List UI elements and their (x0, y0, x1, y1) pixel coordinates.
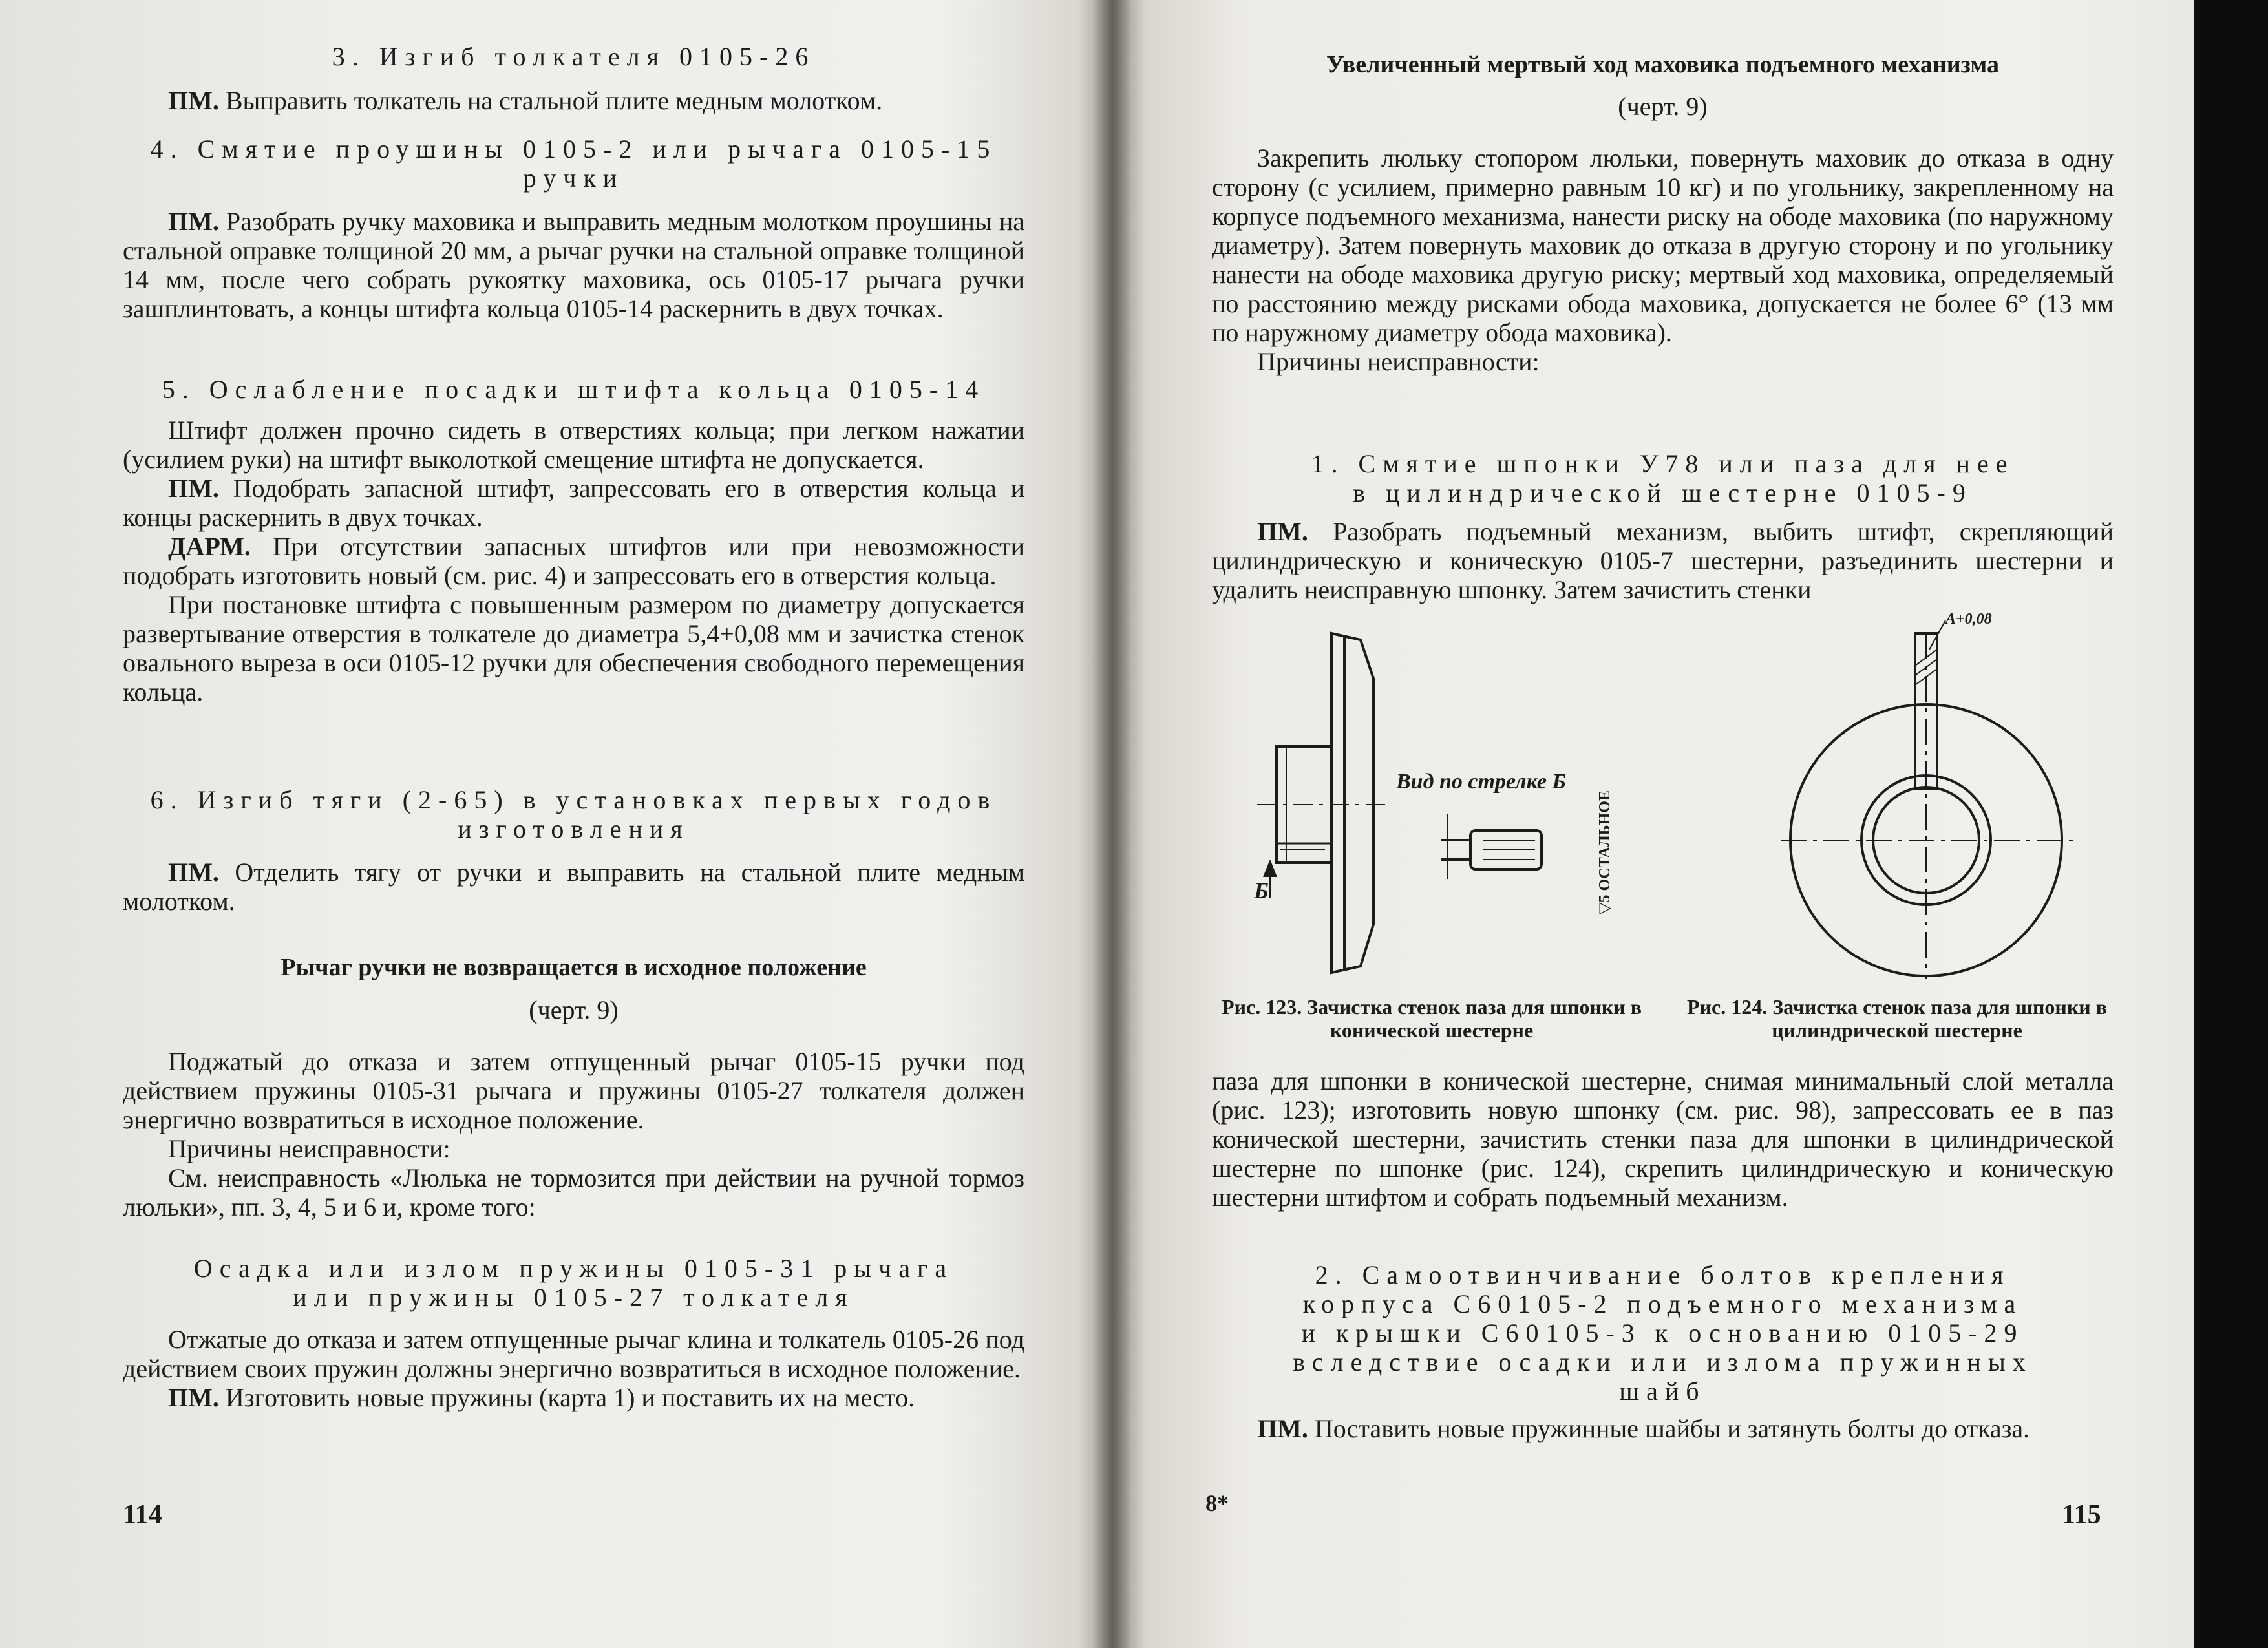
heading-5: 5. Ослабление посадки штифта кольца 0105-14 (162, 375, 986, 404)
pm-label: ПМ. (1257, 1414, 1308, 1443)
arrow-label: Б (1254, 878, 1269, 903)
paragraph-pm2 (123, 207, 1024, 323)
heading-osadka-line1: Осадка или излом пружины 0105-31 рычага (193, 1254, 954, 1283)
paragraph-otzhatye: Отжатые до отказа и затем отпущенные рычаг клина и толкатель 0105-26 под действием своих пружин должны энергично возвратиться в исходное положение. (123, 1325, 1024, 1383)
paragraph-pm5-text: Изготовить новые пружины (карта 1) и поставить их на место. (225, 1383, 915, 1412)
paragraph-zakrepit: Закрепить люльку стопором люльки, повернуть маховик до отказа в одну сторону (с усилием, примерно равным 10 кг) и по угольнику, закрепленному на корпусе подъемного механизма, нанести риску на ободе маховика (по наружному диаметру). Затем повернуть маховик до отказа в другую сторону и по угольнику нанести на ободе маховика другую риску; мертвый ход маховика, определяемый по расстоянию между рисками обода маховика, допускается не более 6° (13 мм по наружному диаметру обода маховика). (1212, 143, 2114, 347)
caption-figure-124: Рис. 124. Зачистка стенок паза для шпонки в цилиндрической шестерне (1687, 995, 2107, 1042)
view-label: Вид по стрелке Б (1396, 770, 1567, 794)
paragraph-pm4-text: Отделить тягу от ручки и выправить на стальной плите медным молотком. (123, 858, 1025, 916)
paragraph-pm1-text: Выправить толкатель на стальной плите медным молотком. (225, 86, 883, 115)
paragraph-pm4 (123, 858, 1024, 916)
section-ref: (черт. 9) (529, 995, 619, 1024)
paragraph-pm1 (123, 86, 1024, 115)
figure-124-spur-gear (1781, 611, 2084, 982)
book-spine-shadow (1092, 0, 1131, 1648)
pm-label: ПМ. (168, 86, 219, 115)
paragraph-pm1 (1212, 517, 2114, 604)
heading-1-line2: в цилиндрической шестерне 0105-9 (1353, 478, 1973, 507)
signature-mark: 8* (1205, 1490, 1229, 1516)
heading-2-line3: и крышки С60105-3 к основанию 0105-29 (1301, 1318, 2024, 1347)
darm-label: ДАРМ. (168, 532, 251, 561)
heading-2-line1: 2. Самоотвинчивание болтов крепления (1315, 1260, 2011, 1289)
paragraph-pm2-text: Поставить новые пружинные шайбы и затянуть болты до отказа. (1314, 1414, 2030, 1443)
gear-body (1331, 633, 1373, 973)
heading-4-line1: 4. Смятие проушины 0105-2 или рычага 0105-15 (150, 134, 997, 164)
paragraph-podzhatyi: Поджатый до отказа и затем отпущенный рычаг 0105-15 ручки под действием пружины 0105-31 рычага и пружины 0105-27 толкателя должен энергично возвратиться в исходное положение. (123, 1047, 1024, 1134)
heading-6-line2: изготовления (458, 814, 690, 843)
paragraph-pm1-text: Разобрать подъемный механизм, выбить штифт, скрепляющий цилиндрическую и коническую 0105-7 шестерни, разъединить шестерни и удалить неисправную шпонку. Затем зачистить стенки (1212, 517, 2114, 604)
key-slot-view (1441, 814, 1542, 879)
pm-label: ПМ. (168, 207, 219, 236)
page-number-left: 114 (123, 1500, 162, 1530)
paragraph-prichiny: Причины неисправности: (1257, 347, 1540, 376)
heading-osadka-line2: или пружины 0105-27 толкателя (293, 1283, 854, 1312)
page-number-right: 115 (2062, 1500, 2101, 1530)
pm-label: ПМ. (168, 474, 219, 503)
tolerance-label: А+0,08 (1945, 611, 1992, 628)
heading-1-line1: 1. Смятие шпонки У78 или паза для нее (1311, 449, 2015, 478)
heading-2-line5: шайб (1619, 1377, 1706, 1406)
scan-border (2194, 0, 2268, 1648)
pm-label: ПМ. (168, 1383, 219, 1412)
paragraph-pm3 (123, 474, 1024, 532)
heading-2-line4: вследствие осадки или излома пружинных (1293, 1347, 2033, 1377)
roughness-label: ▽5 ОСТАЛЬНОЕ (1596, 790, 1613, 914)
heading-6-line1: 6. Изгиб тяги (2-65) в установках первых годов (150, 785, 997, 814)
figure-124-drawing (1781, 611, 2084, 982)
section-title-flywheel: Увеличенный мертвый ход маховика подъемного механизма (1326, 51, 2000, 78)
paragraph-darm-text: При отсутствии запасных штифтов или при невозможности подобрать изготовить новый (см. рис. 4) и запрессовать его в отверстия кольца. (123, 532, 1025, 590)
caption-figure-123: Рис. 123. Зачистка стенок паза для шпонки в конической шестерне (1222, 995, 1642, 1042)
paragraph-shtift: Штифт должен прочно сидеть в отверстиях кольца; при легком нажатии (усилием руки) на штифт выколоткой смещение штифта не допускается. (123, 416, 1024, 474)
paragraph-postanovka: При постановке штифта с повышенным размером по диаметру допускается развертывание отверстия в толкателе до диаметра 5,4+0,08 мм и зачистка стенок овального выреза в оси 0105-12 ручки для обеспечения свободного перемещения кольца. (123, 590, 1024, 706)
right-page (1112, 0, 2268, 1648)
paragraph-paza: паза для шпонки в конической шестерне, снимая минимальный слой металла (рис. 123); изготовить новую шпонку (см. рис. 98), запрессовать ее в паз конической шестерни, зачистить стенки паза для шпонки в цилиндрической шестерне по шпонке (рис. 124), скрепить цилиндрическую и коническую шестерни штифтом и собрать подъемный механизм. (1212, 1066, 2114, 1212)
paragraph-pm2 (1212, 1414, 2114, 1443)
section-title-lever: Рычаг ручки не возвращается в исходное положение (281, 954, 867, 981)
pm-label: ПМ. (168, 858, 219, 887)
heading-3: 3. Изгиб толкателя 0105-26 (332, 42, 816, 71)
left-page (0, 0, 1112, 1648)
section-ref: (черт. 9) (1618, 92, 1708, 121)
figure-123-bevel-gear (1251, 620, 1638, 982)
heading-4-line2: ручки (523, 164, 624, 193)
paragraph-darm (123, 532, 1024, 590)
pm-label: ПМ. (1257, 517, 1308, 546)
figure-123-drawing (1251, 620, 1638, 982)
paragraph-pm2-text: Разобрать ручку маховика и выправить медным молотком проушины на стальной оправке толщиной 20 мм, а рычаг ручки на стальной оправке толщиной 14 мм, после чего собрать рукоятку маховика, ось 0105-17 рычага ручки зашплинтовать, а концы штифта кольца 0105-14 раскернить в двух точках. (123, 207, 1024, 323)
paragraph-pm5 (123, 1383, 1024, 1412)
heading-2-line2: корпуса С60105-2 подъемного механизма (1302, 1289, 2023, 1318)
paragraph-prichiny: Причины неисправности: (168, 1134, 450, 1163)
paragraph-pm3-text: Подобрать запасной штифт, запрессовать его в отверстия кольца и концы раскернить в двух точках. (123, 474, 1025, 532)
paragraph-sm: См. неисправность «Люлька не тормозится при действии на ручной тормоз люльки», пп. 3, 4, 5 и 6 и, кроме того: (123, 1163, 1024, 1221)
